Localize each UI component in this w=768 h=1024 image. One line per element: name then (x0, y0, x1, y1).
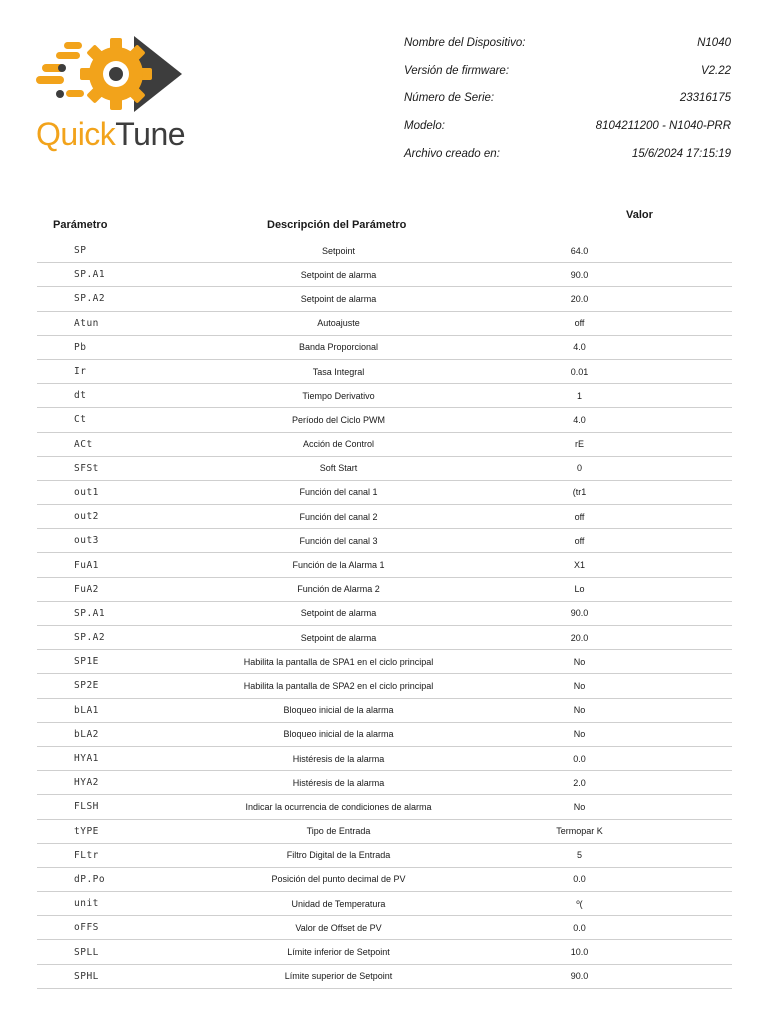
param-code: SPHL (74, 970, 99, 982)
param-code: ACt (74, 438, 93, 450)
table-header (37, 206, 732, 239)
param-value: 90.0 (570, 269, 589, 280)
param-desc: Banda Proporcional (298, 342, 379, 353)
header-value: Valor (626, 209, 653, 221)
param-value: 0 (576, 463, 582, 474)
param-code: SFSt (74, 462, 99, 474)
param-code: SP.A2 (74, 632, 106, 644)
param-code: SPLL (74, 946, 99, 958)
param-code: oFFS (74, 922, 99, 934)
param-desc: Función del canal 1 (299, 487, 378, 498)
info-value: V2.22 (700, 64, 731, 77)
param-value: rE (575, 439, 584, 450)
info-label: Versión de firmware: (404, 64, 510, 77)
param-code: SP.A1 (74, 269, 106, 281)
param-code: out3 (74, 535, 99, 547)
param-code: bLA2 (74, 728, 99, 740)
param-desc: Habilita la pantalla de SPA2 en el ciclo principal (243, 680, 434, 691)
table-row (37, 602, 732, 626)
param-desc: Límite superior de Setpoint (284, 971, 393, 982)
param-desc: Tiempo Derivativo (302, 390, 375, 401)
param-desc: Soft Start (319, 463, 358, 474)
header-desc: Descripción del Parámetro (267, 219, 407, 231)
param-value: Termopar K (556, 826, 603, 837)
table-row (37, 312, 732, 336)
param-code: SP2E (74, 680, 99, 692)
info-model (404, 115, 731, 143)
param-value: (tr1 (572, 487, 587, 498)
info-label: Número de Serie: (404, 92, 495, 105)
info-device-name (404, 32, 731, 60)
table-row (37, 578, 732, 602)
device-info (404, 32, 731, 170)
param-value: 90.0 (570, 608, 589, 619)
param-value: No (573, 801, 586, 812)
param-code: Atun (74, 317, 99, 329)
table-row (37, 408, 732, 432)
param-desc: Función de la Alarma 1 (292, 560, 385, 571)
param-code: unit (74, 898, 99, 910)
param-desc: Setpoint de alarma (300, 608, 377, 619)
table-row (37, 553, 732, 577)
table-row (37, 336, 732, 360)
param-value: Lo (574, 584, 585, 595)
table-row (37, 505, 732, 529)
param-value: off (574, 318, 585, 329)
brand-name (36, 116, 185, 153)
param-desc: Histéresis de la alarma (292, 777, 385, 788)
param-desc: Bloqueo inicial de la alarma (283, 705, 394, 716)
info-label: Archivo creado en: (404, 147, 500, 160)
info-created (404, 143, 731, 171)
table-row (37, 795, 732, 819)
info-serial (404, 87, 731, 115)
info-label: Nombre del Dispositivo: (404, 37, 526, 49)
info-value: 8104211200 - N1040-PRR (595, 120, 731, 133)
param-value: 20.0 (570, 293, 589, 304)
param-value: 2.0 (573, 777, 586, 788)
param-code: HYA2 (74, 777, 99, 789)
param-desc: Tasa Integral (312, 366, 365, 377)
table-row (37, 360, 732, 384)
param-code: Ir (74, 366, 87, 378)
table-row (37, 699, 732, 723)
param-value: 0.01 (570, 366, 589, 377)
quicktune-logo (34, 32, 186, 157)
param-code: FLtr (74, 849, 99, 861)
param-code: dt (74, 390, 87, 402)
param-code: FuA2 (74, 583, 99, 595)
table-row (37, 892, 732, 916)
param-value: X1 (573, 560, 585, 571)
param-value: º( (576, 898, 583, 909)
info-value: 15/6/2024 17:15:19 (631, 147, 731, 160)
table-row (37, 263, 732, 287)
table-row (37, 916, 732, 940)
param-value: 0.0 (573, 922, 586, 933)
table-row (37, 771, 732, 795)
info-firmware (404, 60, 731, 88)
table-row (37, 940, 732, 964)
param-value: 1 (576, 390, 582, 401)
param-value: No (573, 656, 586, 667)
param-code: SP.A2 (74, 293, 106, 305)
param-desc: Función del canal 2 (299, 511, 378, 522)
param-desc: Setpoint de alarma (300, 293, 377, 304)
param-code: SP1E (74, 656, 99, 668)
table-row (37, 287, 732, 311)
param-code: out1 (74, 486, 99, 498)
param-code: SP.A1 (74, 607, 106, 619)
table-row (37, 481, 732, 505)
param-desc: Autoajuste (317, 318, 360, 329)
param-value: 4.0 (573, 414, 586, 425)
table-row (37, 844, 732, 868)
table-row (37, 723, 732, 747)
param-desc: Setpoint (321, 245, 356, 256)
param-value: No (573, 729, 586, 740)
param-code: bLA1 (74, 704, 99, 716)
param-desc: Límite inferior de Setpoint (287, 947, 390, 958)
table-body (37, 239, 732, 989)
param-desc: Unidad de Temperatura (291, 898, 386, 909)
table-row (37, 239, 732, 263)
info-value: 23316175 (679, 92, 731, 105)
param-desc: Indicar la ocurrencia de condiciones de alarma (245, 801, 432, 812)
param-desc: Función de Alarma 2 (297, 584, 380, 595)
param-desc: Acción de Control (302, 439, 375, 450)
info-label: Modelo: (404, 120, 445, 133)
param-code: dP.Po (74, 873, 106, 885)
table-row (37, 868, 732, 892)
param-desc: Valor de Offset de PV (295, 922, 382, 933)
param-code: HYA1 (74, 753, 99, 765)
parameter-table (37, 206, 732, 989)
param-desc: Función del canal 3 (299, 535, 378, 546)
table-row (37, 433, 732, 457)
param-value: 64.0 (570, 245, 589, 256)
table-row (37, 674, 732, 698)
param-value: off (574, 535, 585, 546)
param-desc: Histéresis de la alarma (292, 753, 385, 764)
param-desc: Bloqueo inicial de la alarma (283, 729, 394, 740)
param-code: FLSH (74, 801, 99, 813)
param-value: 90.0 (570, 971, 589, 982)
param-code: SP (74, 245, 87, 257)
param-code: FuA1 (74, 559, 99, 571)
param-value: 5 (576, 850, 582, 861)
param-desc: Filtro Digital de la Entrada (286, 850, 391, 861)
info-value: N1040 (697, 37, 731, 49)
param-desc: Setpoint de alarma (300, 269, 377, 280)
table-row (37, 965, 732, 989)
param-code: Pb (74, 341, 87, 353)
table-row (37, 820, 732, 844)
param-value: No (573, 680, 586, 691)
param-code: Ct (74, 414, 87, 426)
gear-icon (34, 32, 186, 117)
brand-name-quick: Quick (36, 116, 116, 152)
param-desc: Habilita la pantalla de SPA1 en el ciclo principal (243, 656, 434, 667)
param-value: 0.0 (573, 753, 586, 764)
brand-name-tune: Tune (115, 116, 186, 152)
param-code: tYPE (74, 825, 99, 837)
table-row (37, 457, 732, 481)
param-value: 20.0 (570, 632, 589, 643)
param-value: 0.0 (573, 874, 586, 885)
param-value: 4.0 (573, 342, 586, 353)
param-code: out2 (74, 511, 99, 523)
param-desc: Tipo de Entrada (306, 826, 371, 837)
param-value: No (573, 705, 586, 716)
table-row (37, 747, 732, 771)
param-value: off (574, 511, 585, 522)
param-desc: Setpoint de alarma (300, 632, 377, 643)
header-param: Parámetro (53, 219, 108, 231)
param-desc: Posición del punto decimal de PV (271, 874, 406, 885)
table-row (37, 650, 732, 674)
table-row (37, 529, 732, 553)
table-row (37, 626, 732, 650)
param-desc: Período del Ciclo PWM (291, 414, 386, 425)
param-value: 10.0 (570, 947, 589, 958)
table-row (37, 384, 732, 408)
